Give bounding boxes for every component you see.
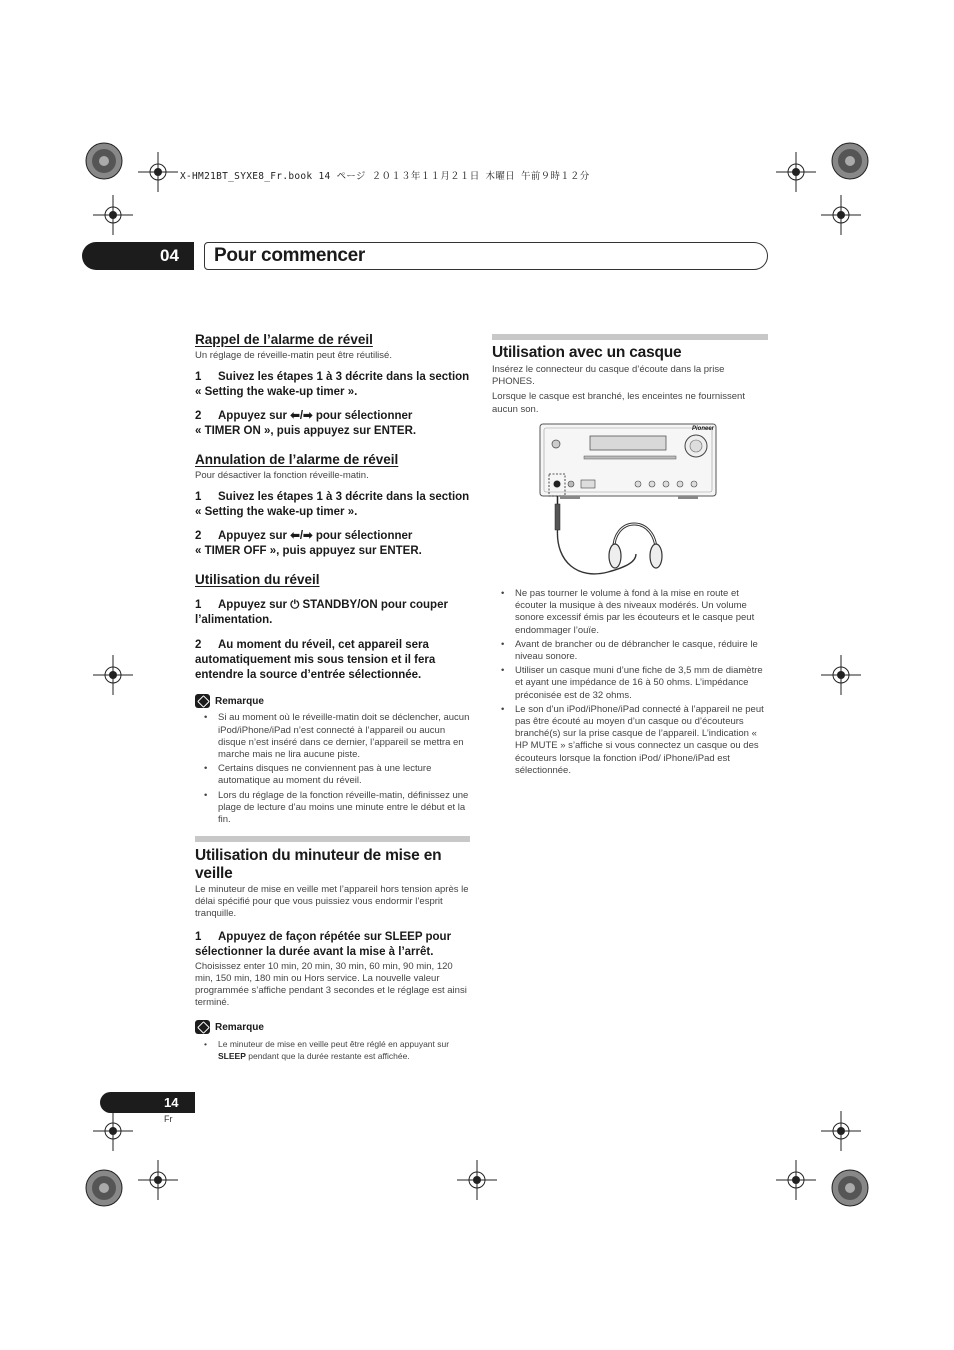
crosshair-mark — [457, 1160, 497, 1200]
page-number: 14 — [164, 1095, 179, 1110]
printer-rosette-mark — [830, 141, 870, 181]
minuteur-step-1: 1 Appuyez de façon répétée sur SLEEP pour sélectionner la durée avant la mise à l’arrêt. — [195, 930, 452, 958]
utilisation-step-1: 1 Appuyez sur ⏻ STANDBY/ON pour couper l’alimentation. — [195, 599, 448, 627]
minuteur-notes — [195, 1038, 471, 1062]
list-item: • Si au moment où le réveille-matin doit se déclencher, aucun iPod/iPhone/iPad n’est connecté à l’appareil ou aucun disque n’est inséré dans ce dernier, l’appareil se mettra en marche mais ne lira aucune piste. — [195, 712, 471, 761]
list-item: • Certains disques ne conviennent pas à une lecture automatique au moment du réveil. — [195, 763, 471, 787]
printer-rosette-mark — [830, 1168, 870, 1208]
rappel-intro: Un réglage de réveille-matin peut être réutilisé. — [195, 350, 392, 361]
section-divider-bar — [492, 334, 768, 340]
casque-intro-1: Insérez le connecteur du casque d’écoute dans la prise PHONES. — [492, 364, 725, 388]
note-icon — [195, 1020, 210, 1034]
casque-bullets — [492, 588, 770, 777]
casque-heading: Utilisation avec un casque — [492, 344, 682, 361]
page-number-badge — [100, 1092, 195, 1113]
crosshair-mark — [776, 152, 816, 192]
printer-rosette-mark — [84, 1168, 124, 1208]
annulation-heading: Annulation de l’alarme de réveil — [195, 452, 399, 468]
note-header: Remarque — [195, 694, 471, 708]
printer-rosette-mark — [84, 141, 124, 181]
casque-intro-2: Lorsque le casque est branché, les enceintes ne fournissent aucun son. — [492, 391, 745, 415]
rappel-heading: Rappel de l’alarme de réveil — [195, 332, 373, 347]
annulation-step-1: 1 Suivez les étapes 1 à 3 décrite dans la section « Setting the wake-up timer ». — [195, 491, 470, 519]
note-header: Remarque — [195, 1020, 471, 1034]
left-column — [195, 331, 471, 826]
utilisation-heading: Utilisation du réveil — [195, 572, 320, 588]
chapter-number: 04 — [160, 246, 179, 265]
minuteur-section — [195, 847, 471, 1062]
list-item: • Lors du réglage de la fonction réveille-matin, définissez une plage de lecture d’au moins une minute entre le début et la fin. — [195, 790, 471, 827]
list-item: • Le son d’un iPod/iPhone/iPad connecté à l’appareil ne peut pas être écouté au moyen d’un casque ou d’écouteurs branché(s) sur la prise casque de l’appareil. L’indication « HP MUTE » s’affiche si vous connectez un casque ou des écouteurs lorsque la fonction iPod/ iPhone/iPad est sélectionnée. — [492, 704, 770, 777]
minuteur-intro: Le minuteur de mise en veille met l’appareil hors tension après le délai spécifié pour que vous puissiez vous endormir l’esprit tranquille. — [195, 884, 469, 920]
note-icon — [195, 694, 210, 708]
headphone-connection-illustration — [538, 422, 720, 582]
list-item: • Le minuteur de mise en veille peut être réglé en appuyant sur SLEEP pendant que la durée restante est affichée. — [195, 1038, 471, 1062]
rappel-step-1: 1 Suivez les étapes 1 à 3 décrite dans la section « Setting the wake-up timer ». — [195, 371, 470, 399]
right-column — [492, 344, 768, 416]
page-language: Fr — [164, 1114, 173, 1124]
crosshair-mark — [138, 152, 178, 192]
list-item: • Utiliser un casque muni d’une fiche de 3,5 mm de diamètre et ayant une impédance de 16 à 50 ohms. L’impédance préconisée est de 32 ohms. — [492, 665, 770, 702]
crosshair-mark — [821, 195, 861, 235]
crosshair-mark — [138, 1160, 178, 1200]
minuteur-step-detail: Choisissez enter 10 min, 20 min, 30 min, 60 min, 90 min, 120 min, 150 min, 180 min ou Hors service. La nouvelle valeur programmée s’affiche pendant 3 secondes et le réglage est ainsi terminé. — [195, 960, 467, 1009]
rappel-step-2: 2 Appuyez sur ⬅/➡ pour sélectionner « TIMER ON », puis appuyez sur ENTER. — [195, 410, 417, 438]
chapter-title: Pour commencer — [214, 245, 366, 266]
minuteur-heading: Utilisation du minuteur de mise en veille — [195, 847, 442, 882]
crosshair-mark — [821, 655, 861, 695]
utilisation-step-2: 2 Au moment du réveil, cet appareil sera automatiquement mis sous tension et il fera entendre la source d’entrée sélectionnée. — [195, 639, 436, 682]
print-header-line: X-HM21BT_SYXE8_Fr.book 14 ページ ２０１３年１１月２１日 木曜日 午前９時１２分 — [180, 171, 590, 182]
crosshair-mark — [776, 1160, 816, 1200]
list-item: • Avant de brancher ou de débrancher le casque, réduire le niveau sonore. — [492, 639, 770, 663]
annulation-step-2: 2 Appuyez sur ⬅/➡ pour sélectionner « TIMER OFF », puis appuyez sur ENTER. — [195, 530, 422, 558]
device-brand-logo: Pioneer — [692, 426, 715, 432]
section-divider-bar — [195, 836, 470, 842]
crosshair-mark — [93, 1111, 133, 1151]
utilisation-notes — [195, 712, 471, 826]
annulation-intro: Pour désactiver la fonction réveille-matin. — [195, 470, 369, 482]
crosshair-mark — [93, 195, 133, 235]
crosshair-mark — [821, 1111, 861, 1151]
list-item: • Ne pas tourner le volume à fond à la mise en route et écouter la musique à des niveaux modérés. Un volume sonore excessif émis par les écouteurs et le casque peut endommager l’ouïe. — [492, 588, 770, 637]
crosshair-mark — [93, 655, 133, 695]
